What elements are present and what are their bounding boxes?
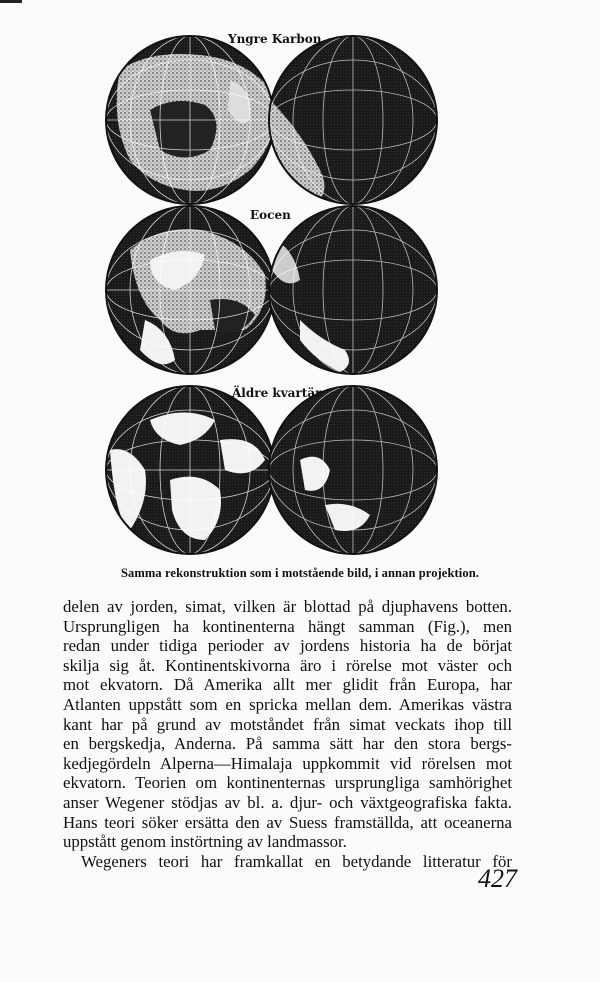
body-line: delen av jorden, simat, vilken är blottad på djuphavens botten. [63, 597, 512, 616]
body-line: kant har på grund av motståndet från simat veckats ihop till [63, 714, 512, 734]
globe-left-karbon [106, 36, 276, 204]
body-line: kedjegördeln Alperna—Himalaja uppkommit vid rörelsen mot [63, 753, 512, 773]
map-label-eocen: Eocen [250, 208, 291, 222]
body-line: Ursprungligen ha kontinenterna hängt samman (Fig.), men [63, 616, 512, 636]
body-line: Atlanten uppstått som en spricka mellan dem. Amerikas västra [63, 694, 512, 714]
globe-right-karbon [269, 36, 437, 210]
body-line: uppstått genom instörtning av landmassor. [63, 832, 347, 852]
map-label-aldre-kvartar: Äldre kvartär [232, 386, 322, 400]
body-text [63, 597, 512, 871]
figure-caption: Samma rekonstruktion som i motstående bild, i annan projektion. [121, 566, 479, 580]
map-label-yngre-karbon: Yngre Karbon [228, 32, 322, 46]
body-line: ekvatorn. Teorien om kontinenternas ursprungliga samhörighet [63, 773, 512, 793]
page-number: 427 [478, 864, 517, 893]
body-line: redan under tidiga perioder av jordens historia ha de börjat [63, 636, 512, 656]
body-line: en bergskedja, Anderna. På samma sätt har den stora bergs- [63, 734, 512, 754]
body-line: skilja sig åt. Kontinentskivorna äro i rörelse mot väster och [63, 655, 512, 675]
globe-right-eocen [269, 206, 437, 374]
body-line: Wegeners teori har framkallat en betydande litteratur för [81, 851, 512, 871]
body-line: mot ekvatorn. Då Amerika allt mer glidit från Europa, har [63, 675, 512, 695]
globe-left-kvartar [106, 386, 274, 554]
globe-left-eocen [106, 206, 274, 374]
body-line: Hans teori söker ersätta den av Suess framställda, att oceanerna [63, 812, 512, 832]
body-line: anser Wegener stödjas av bl. a. djur- och växtgeografiska fakta. [63, 792, 512, 812]
globe-right-kvartar [269, 386, 437, 554]
